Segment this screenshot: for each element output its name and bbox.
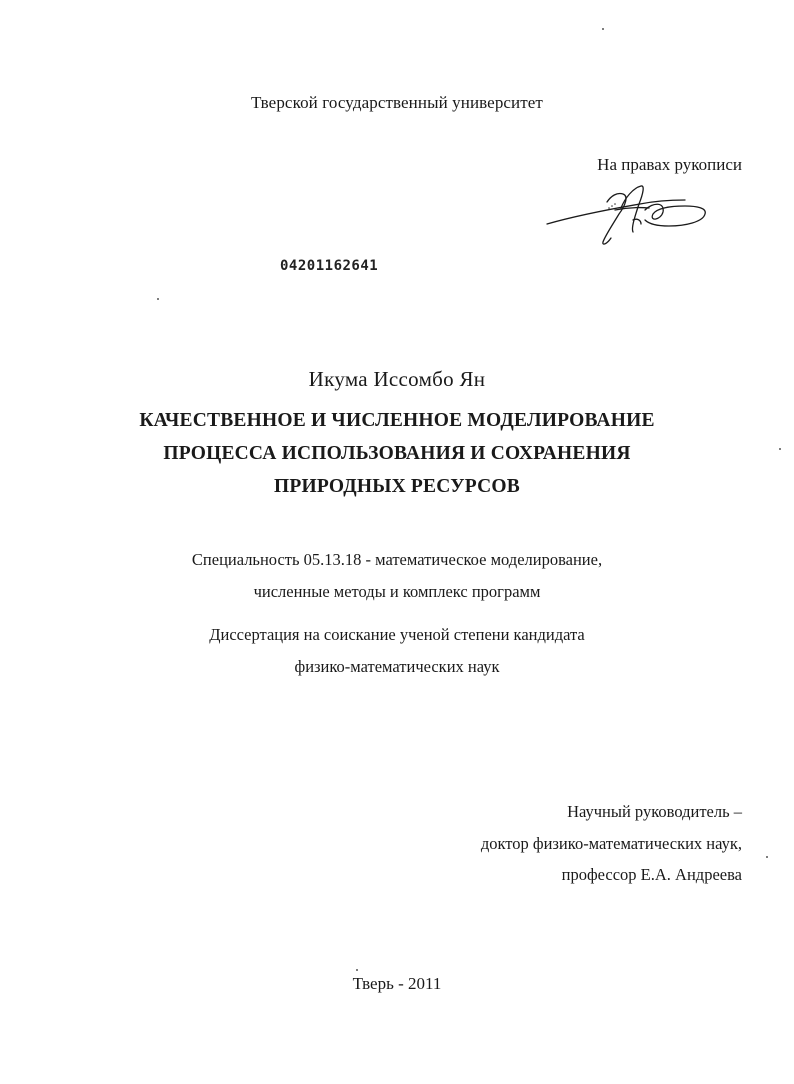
university-name: Тверской государственный университет — [251, 93, 543, 112]
rights-notice: На правах рукописи — [597, 155, 742, 174]
catalog-number: 04201162641 — [280, 258, 379, 274]
scan-speck — [766, 856, 768, 858]
handwritten-signature — [545, 180, 715, 250]
advisor-label: Научный руководитель – — [567, 802, 742, 821]
dissertation-line-1: Диссертация на соискание ученой степени кандидата — [209, 625, 585, 644]
title-line-1: КАЧЕСТВЕННОЕ И ЧИСЛЕННОЕ МОДЕЛИРОВАНИЕ — [139, 410, 655, 431]
specialty-line-1: Специальность 05.13.18 - математическое моделирование, — [191, 550, 603, 569]
city-year: Тверь - 2011 — [352, 974, 442, 993]
specialty-line-2: численные методы и комплекс программ — [253, 582, 541, 601]
advisor-degree: доктор физико-математических наук, — [480, 834, 742, 853]
dissertation-line-2: физико-математических наук — [294, 657, 500, 676]
scan-speck — [602, 28, 604, 30]
title-line-2: ПРОЦЕССА ИСПОЛЬЗОВАНИЯ И СОХРАНЕНИЯ — [163, 443, 631, 464]
advisor-name: профессор Е.А. Андреева — [561, 865, 742, 884]
author-name: Икума Иссомбо Ян — [308, 367, 486, 391]
title-line-3: ПРИРОДНЫХ РЕСУРСОВ — [274, 476, 520, 497]
scan-speck — [157, 298, 159, 300]
scan-speck — [356, 969, 358, 971]
